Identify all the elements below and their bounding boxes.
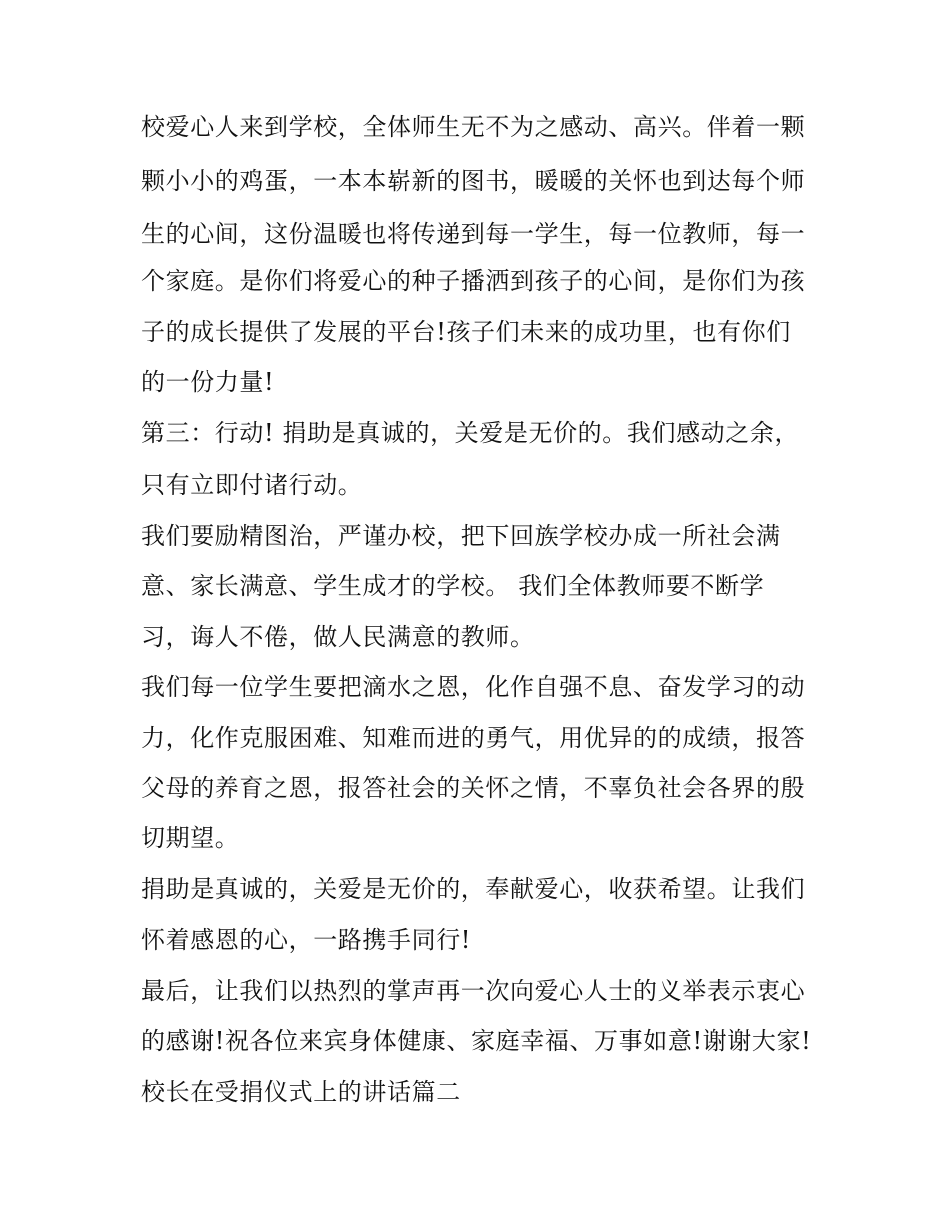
text-line: 力，化作克服困难、知难而进的勇气，用优异的的成绩，报答 <box>141 724 806 752</box>
text-line: 颗小小的鸡蛋，一本本崭新的图书，暖暖的关怀也到达每个师 <box>141 167 806 195</box>
text-line: 习，诲人不倦，做人民满意的教师。 <box>141 623 535 651</box>
text-line: 只有立即付诸行动。 <box>141 471 363 499</box>
text-line: 意、家长满意、学生成才的学校。 我们全体教师要不断学 <box>141 572 765 600</box>
text-line: 怀着感恩的心，一路携手同行! <box>141 926 472 954</box>
text-line: 个家庭。是你们将爱心的种子播洒到孩子的心间，是你们为孩 <box>141 267 806 295</box>
text-line: 的一份力量! <box>141 368 275 396</box>
text-line: 子的成长提供了发展的平台!孩子们未来的成功里，也有你们 <box>141 318 791 346</box>
text-line: 我们要励精图治，严谨办校，把下回族学校办成一所社会满 <box>141 522 781 550</box>
text-line: 最后，让我们以热烈的掌声再一次向爱心人士的义举表示衷心 <box>141 977 806 1005</box>
text-line: 的感谢!祝各位来宾身体健康、家庭幸福、万事如意!谢谢大家! <box>141 1027 812 1055</box>
section-heading: 校长在受捐仪式上的讲话篇二 <box>141 1078 461 1106</box>
text-line: 第三：行动! 捐助是真诚的，关爱是无价的。我们感动之余， <box>141 419 800 447</box>
text-line: 父母的养育之恩，报答社会的关怀之情，不辜负社会各界的殷 <box>141 774 806 802</box>
text-line: 校爱心人来到学校，全体师生无不为之感动、高兴。伴着一颗 <box>141 113 806 141</box>
text-line: 我们每一位学生要把滴水之恩，化作自强不息、奋发学习的动 <box>141 673 806 701</box>
text-line: 生的心间，这份温暖也将传递到每一学生，每一位教师，每一 <box>141 220 806 248</box>
text-line: 捐助是真诚的，关爱是无价的，奉献爱心，收获希望。让我们 <box>141 875 806 903</box>
text-line: 切期望。 <box>141 824 240 852</box>
